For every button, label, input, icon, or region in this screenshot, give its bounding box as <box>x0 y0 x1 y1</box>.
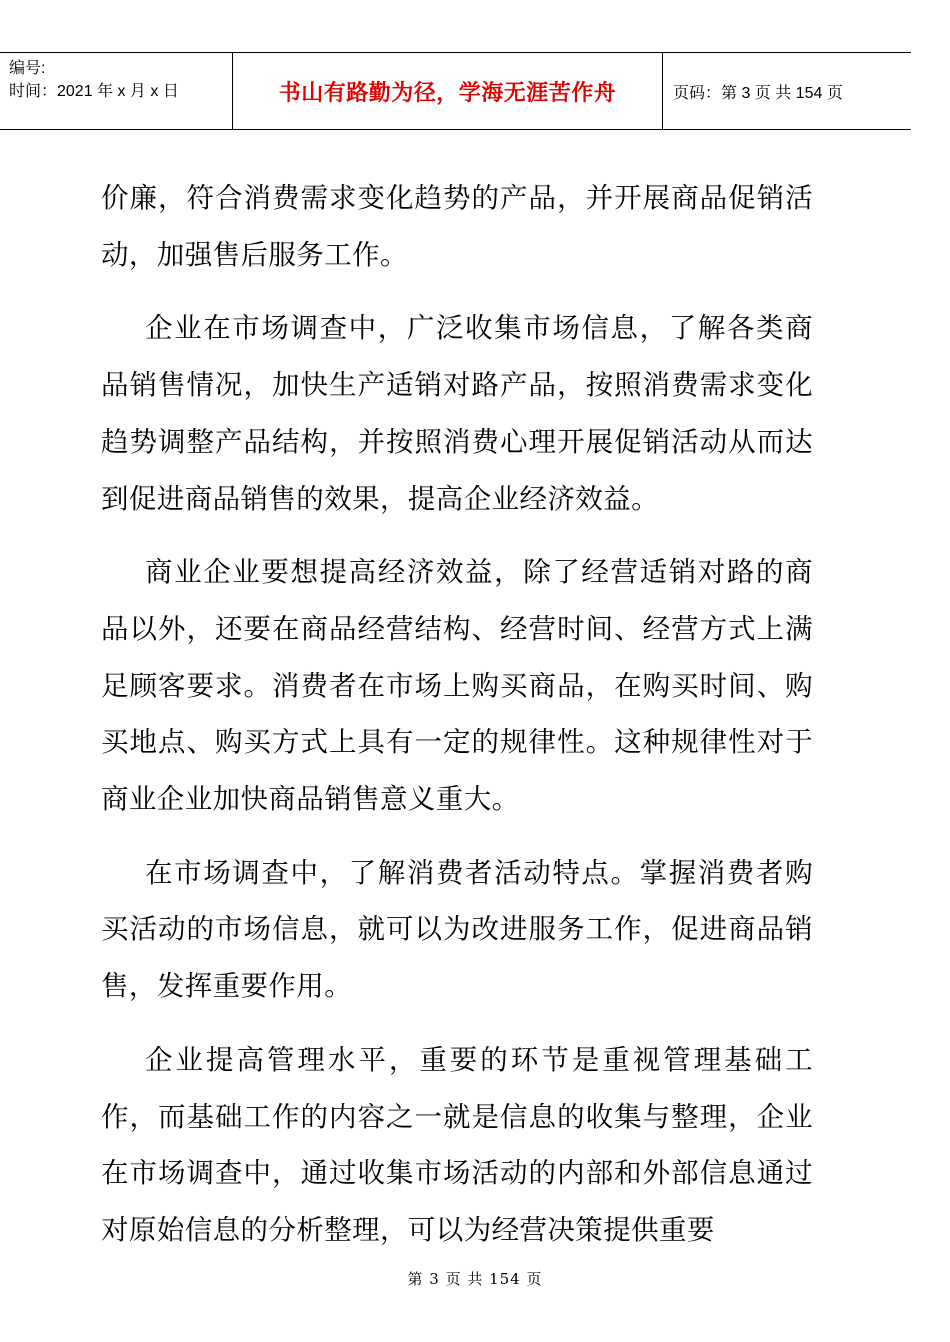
header-motto: 书山有路勤为径，学海无涯苦作舟 <box>233 53 663 129</box>
paragraph-continuation: 价廉，符合消费需求变化趋势的产品，并开展商品促销活动，加强售后服务工作。 <box>101 182 813 271</box>
paragraph: 企业提高管理水平，重要的环节是重视管理基础工作，而基础工作的内容之一就是信息的收集与整理，企业在市场调查中，通过收集市场活动的内部和外部信息通过对原始信息的分析整理，可以为经营决策提供重要 <box>101 1043 813 1246</box>
document-time-label: 时间：2021 年 x 月 x 日 <box>9 83 179 100</box>
page-footer: 第 3 页 共 154 页 <box>407 1270 543 1288</box>
header-meta <box>0 53 233 129</box>
page-header <box>0 52 911 130</box>
paragraph: 在市场调查中，了解消费者活动特点。掌握消费者购买活动的市场信息，就可以为改进服务工作，促进商品销售，发挥重要作用。 <box>101 856 813 1003</box>
paragraph: 企业在市场调查中，广泛收集市场信息，了解各类商品销售情况，加快生产适销对路产品，按照消费需求变化趋势调整产品结构，并按照消费心理开展促销活动从而达到促进商品销售的效果，提高企业经济效益。 <box>101 312 813 515</box>
document-body <box>101 170 813 1276</box>
paragraph: 商业企业要想提高经济效益，除了经营适销对路的商品以外，还要在商品经营结构、经营时间、经营方式上满足顾客要求。消费者在市场上购买商品，在购买时间、购买地点、购买方式上具有一定的规律性。这种规律性对于商业企业加快商品销售意义重大。 <box>101 556 813 816</box>
header-page-info: 页码：第 3 页 共 154 页 <box>673 84 843 102</box>
document-number-label: 编号: <box>9 60 46 77</box>
